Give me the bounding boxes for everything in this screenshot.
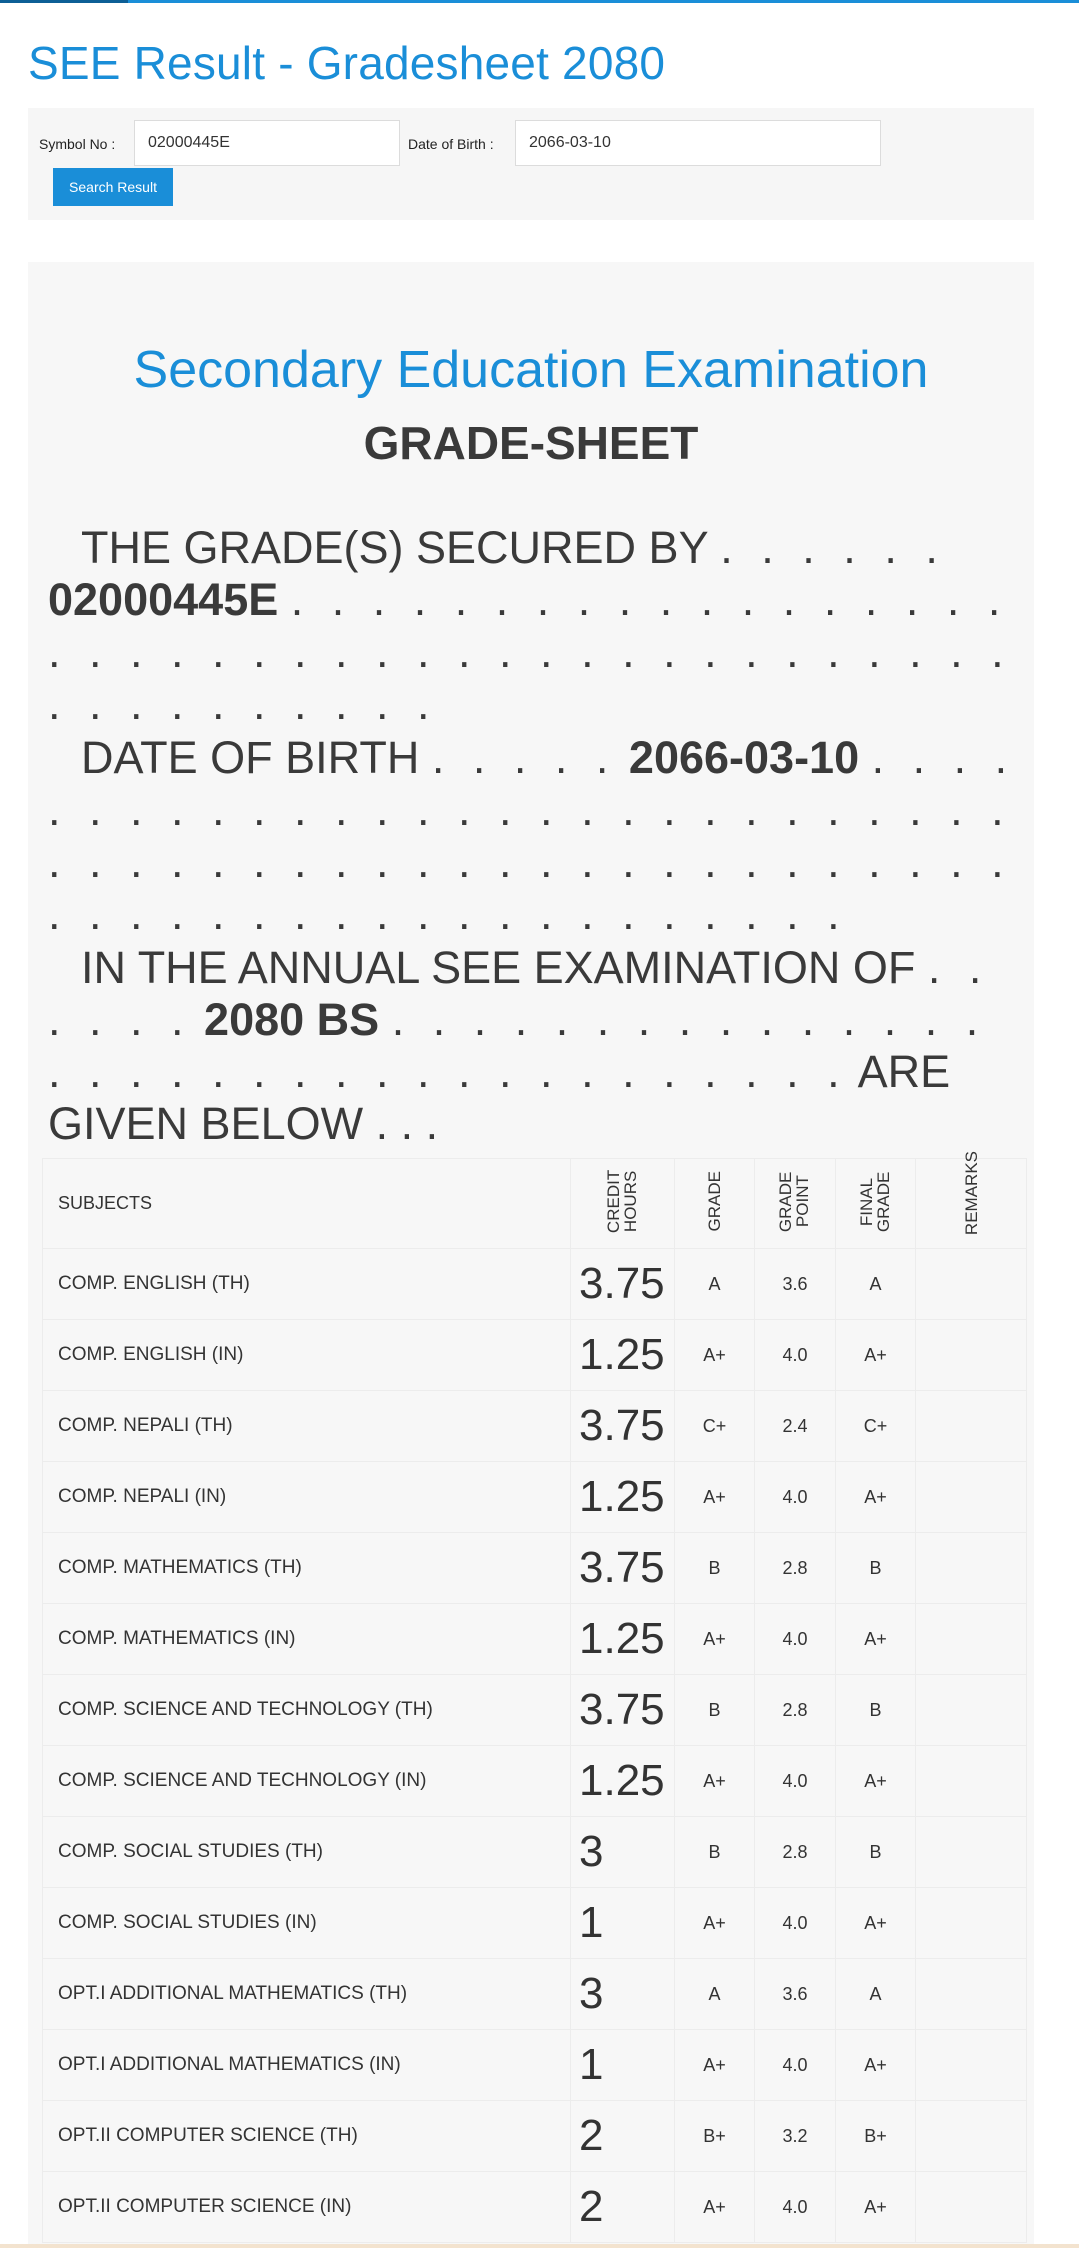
search-result-button[interactable]: Search Result bbox=[53, 168, 173, 206]
final-grade-cell: C+ bbox=[836, 1391, 916, 1462]
grade-cell: A+ bbox=[675, 1462, 755, 1533]
grade-cell: A bbox=[675, 1249, 755, 1320]
grade-point-cell: 4.0 bbox=[755, 1604, 836, 1675]
grade-point-cell: 2.8 bbox=[755, 1533, 836, 1604]
grade-point-cell: 4.0 bbox=[755, 1320, 836, 1391]
table-row bbox=[43, 1817, 1027, 1888]
search-form bbox=[28, 108, 1034, 220]
top-accent-line-dark bbox=[0, 0, 128, 3]
secured-by-label: THE GRADE(S) SECURED BY bbox=[81, 522, 708, 573]
remarks-cell bbox=[916, 1817, 1027, 1888]
grade-point-cell: 4.0 bbox=[755, 2030, 836, 2101]
grade-cell: B bbox=[675, 1675, 755, 1746]
subject-cell: COMP. MATHEMATICS (IN) bbox=[43, 1604, 571, 1675]
symbol-no-input[interactable] bbox=[134, 120, 400, 166]
final-grade-cell: A bbox=[836, 1959, 916, 2030]
subjects-header: SUBJECTS bbox=[43, 1159, 571, 1249]
grade-point-cell: 4.0 bbox=[755, 2172, 836, 2243]
remarks-header: REMARKS bbox=[916, 1159, 1027, 1249]
grade-cell: A+ bbox=[675, 1888, 755, 1959]
credit-hours-cell: 3 bbox=[571, 1817, 675, 1888]
remarks-cell bbox=[916, 1888, 1027, 1959]
credit-hours-cell: 1 bbox=[571, 2030, 675, 2101]
grade-point-cell: 3.2 bbox=[755, 2101, 836, 2172]
grade-point-cell: 4.0 bbox=[755, 1888, 836, 1959]
top-accent-line bbox=[0, 0, 1079, 3]
dots-leader: . . . . . . . . . . . . . . . . . . . . . . . . . . . . . . . . . . . . . . . . . . . . . . . . . . . . bbox=[48, 574, 1012, 729]
remarks-cell bbox=[916, 1959, 1027, 2030]
final-grade-cell: B+ bbox=[836, 2101, 916, 2172]
final-grade-cell: B bbox=[836, 1675, 916, 1746]
examination-text: IN THE ANNUAL SEE EXAMINATION OF bbox=[81, 942, 916, 993]
given-below-text: ARE GIVEN BELOW . . . bbox=[48, 1046, 951, 1149]
credit-hours-cell: 3 bbox=[571, 1959, 675, 2030]
table-row bbox=[43, 1746, 1027, 1817]
table-row bbox=[43, 1391, 1027, 1462]
grade-cell: A bbox=[675, 1959, 755, 2030]
grade-cell: C+ bbox=[675, 1391, 755, 1462]
credit-hours-cell: 1.25 bbox=[571, 1320, 675, 1391]
subject-cell: COMP. ENGLISH (TH) bbox=[43, 1249, 571, 1320]
final-grade-cell: A+ bbox=[836, 2030, 916, 2101]
table-row bbox=[43, 2172, 1027, 2243]
remarks-cell bbox=[916, 1391, 1027, 1462]
table-header-row bbox=[43, 1159, 1027, 1249]
remarks-cell bbox=[916, 2101, 1027, 2172]
subject-cell: OPT.II COMPUTER SCIENCE (IN) bbox=[43, 2172, 571, 2243]
final-grade-cell: A+ bbox=[836, 1604, 916, 1675]
dots-leader: . . . . . . bbox=[48, 942, 990, 1045]
grade-cell: A+ bbox=[675, 1320, 755, 1391]
credit-hours-cell: 3.75 bbox=[571, 1249, 675, 1320]
grade-header: GRADE bbox=[675, 1159, 755, 1249]
examination-paragraph bbox=[48, 942, 1023, 1150]
subject-cell: COMP. SCIENCE AND TECHNOLOGY (IN) bbox=[43, 1746, 571, 1817]
table-row bbox=[43, 1462, 1027, 1533]
credit-hours-cell: 3.75 bbox=[571, 1391, 675, 1462]
grade-point-cell: 2.8 bbox=[755, 1817, 836, 1888]
grade-cell: B+ bbox=[675, 2101, 755, 2172]
table-row bbox=[43, 2030, 1027, 2101]
final-grade-cell: A+ bbox=[836, 1320, 916, 1391]
remarks-cell bbox=[916, 1462, 1027, 1533]
table-row bbox=[43, 1533, 1027, 1604]
final-grade-header: FINAL GRADE bbox=[836, 1159, 916, 1249]
grade-point-cell: 2.4 bbox=[755, 1391, 836, 1462]
subject-cell: COMP. NEPALI (TH) bbox=[43, 1391, 571, 1462]
subject-cell: COMP. SCIENCE AND TECHNOLOGY (TH) bbox=[43, 1675, 571, 1746]
remarks-cell bbox=[916, 2172, 1027, 2243]
subject-cell: COMP. MATHEMATICS (TH) bbox=[43, 1533, 571, 1604]
grade-cell: B bbox=[675, 1817, 755, 1888]
remarks-cell bbox=[916, 1533, 1027, 1604]
symbol-no-value: 02000445E bbox=[48, 574, 279, 625]
grade-cell: B bbox=[675, 1533, 755, 1604]
remarks-cell bbox=[916, 1675, 1027, 1746]
final-grade-cell: B bbox=[836, 1533, 916, 1604]
grade-point-cell: 3.6 bbox=[755, 1249, 836, 1320]
final-grade-cell: A+ bbox=[836, 1888, 916, 1959]
subject-cell: COMP. NEPALI (IN) bbox=[43, 1462, 571, 1533]
subject-cell: COMP. ENGLISH (IN) bbox=[43, 1320, 571, 1391]
final-grade-cell: A bbox=[836, 1249, 916, 1320]
subject-cell: COMP. SOCIAL STUDIES (TH) bbox=[43, 1817, 571, 1888]
table-row bbox=[43, 1320, 1027, 1391]
subject-cell: COMP. SOCIAL STUDIES (IN) bbox=[43, 1888, 571, 1959]
date-of-birth-label: Date of Birth : bbox=[408, 136, 494, 152]
remarks-cell bbox=[916, 1746, 1027, 1817]
credit-hours-cell: 2 bbox=[571, 2172, 675, 2243]
grade-cell: A+ bbox=[675, 2030, 755, 2101]
credit-hours-header: CREDIT HOURS bbox=[571, 1159, 675, 1249]
remarks-cell bbox=[916, 2030, 1027, 2101]
grade-point-cell: 2.8 bbox=[755, 1675, 836, 1746]
subject-cell: OPT.I ADDITIONAL MATHEMATICS (TH) bbox=[43, 1959, 571, 2030]
subject-cell: OPT.II COMPUTER SCIENCE (TH) bbox=[43, 2101, 571, 2172]
credit-hours-cell: 2 bbox=[571, 2101, 675, 2172]
table-row bbox=[43, 1675, 1027, 1746]
table-row bbox=[43, 1604, 1027, 1675]
dots-leader: . . . . . . . . . . . . . . . . . . . . . . . . . . . . . . . . . . . . . . . . . . . . . . . . . . . . . . . . . . . . . . . . . . . . . . . . bbox=[48, 732, 1016, 939]
date-of-birth-input[interactable] bbox=[515, 120, 881, 166]
secured-by-paragraph bbox=[48, 522, 1023, 730]
grade-point-cell: 4.0 bbox=[755, 1746, 836, 1817]
remarks-cell bbox=[916, 1249, 1027, 1320]
dots-leader: . . . . . . . . . . . . . . . . . . . . . . . . . . . . . . . . . . . bbox=[48, 994, 987, 1097]
dots-leader: . . . . . . bbox=[720, 522, 946, 573]
table-row bbox=[43, 1249, 1027, 1320]
grade-rows bbox=[43, 1249, 1027, 2243]
credit-hours-cell: 3.75 bbox=[571, 1533, 675, 1604]
remarks-cell bbox=[916, 1604, 1027, 1675]
final-grade-cell: A+ bbox=[836, 1746, 916, 1817]
credit-hours-cell: 1.25 bbox=[571, 1462, 675, 1533]
credit-hours-cell: 1.25 bbox=[571, 1604, 675, 1675]
final-grade-cell: A+ bbox=[836, 2172, 916, 2243]
grade-cell: A+ bbox=[675, 1746, 755, 1817]
page-title: SEE Result - Gradesheet 2080 bbox=[28, 37, 666, 89]
subject-cell: OPT.I ADDITIONAL MATHEMATICS (IN) bbox=[43, 2030, 571, 2101]
date-of-birth-value: 2066-03-10 bbox=[628, 732, 860, 783]
table-row bbox=[43, 2101, 1027, 2172]
grade-cell: A+ bbox=[675, 1604, 755, 1675]
exam-year-value: 2080 BS bbox=[204, 994, 380, 1045]
page-bottom-edge bbox=[0, 2244, 1079, 2248]
grade-table bbox=[42, 1151, 1027, 2243]
table-row bbox=[43, 1959, 1027, 2030]
grade-point-cell: 3.6 bbox=[755, 1959, 836, 2030]
symbol-no-label: Symbol No : bbox=[39, 136, 116, 152]
dots-leader: . . . . . bbox=[431, 732, 617, 783]
remarks-cell bbox=[916, 1320, 1027, 1391]
grade-cell: A+ bbox=[675, 2172, 755, 2243]
grade-point-cell: 4.0 bbox=[755, 1462, 836, 1533]
grade-point-header: GRADE POINT bbox=[755, 1159, 836, 1249]
date-of-birth-paragraph bbox=[48, 732, 1023, 940]
credit-hours-cell: 1.25 bbox=[571, 1746, 675, 1817]
table-row bbox=[43, 1888, 1027, 1959]
exam-title: Secondary Education Examination bbox=[133, 341, 929, 399]
credit-hours-cell: 1 bbox=[571, 1888, 675, 1959]
final-grade-cell: B bbox=[836, 1817, 916, 1888]
final-grade-cell: A+ bbox=[836, 1462, 916, 1533]
date-of-birth-text: DATE OF BIRTH bbox=[81, 732, 420, 783]
credit-hours-cell: 3.75 bbox=[571, 1675, 675, 1746]
grade-sheet-title: GRADE-SHEET bbox=[363, 417, 699, 469]
